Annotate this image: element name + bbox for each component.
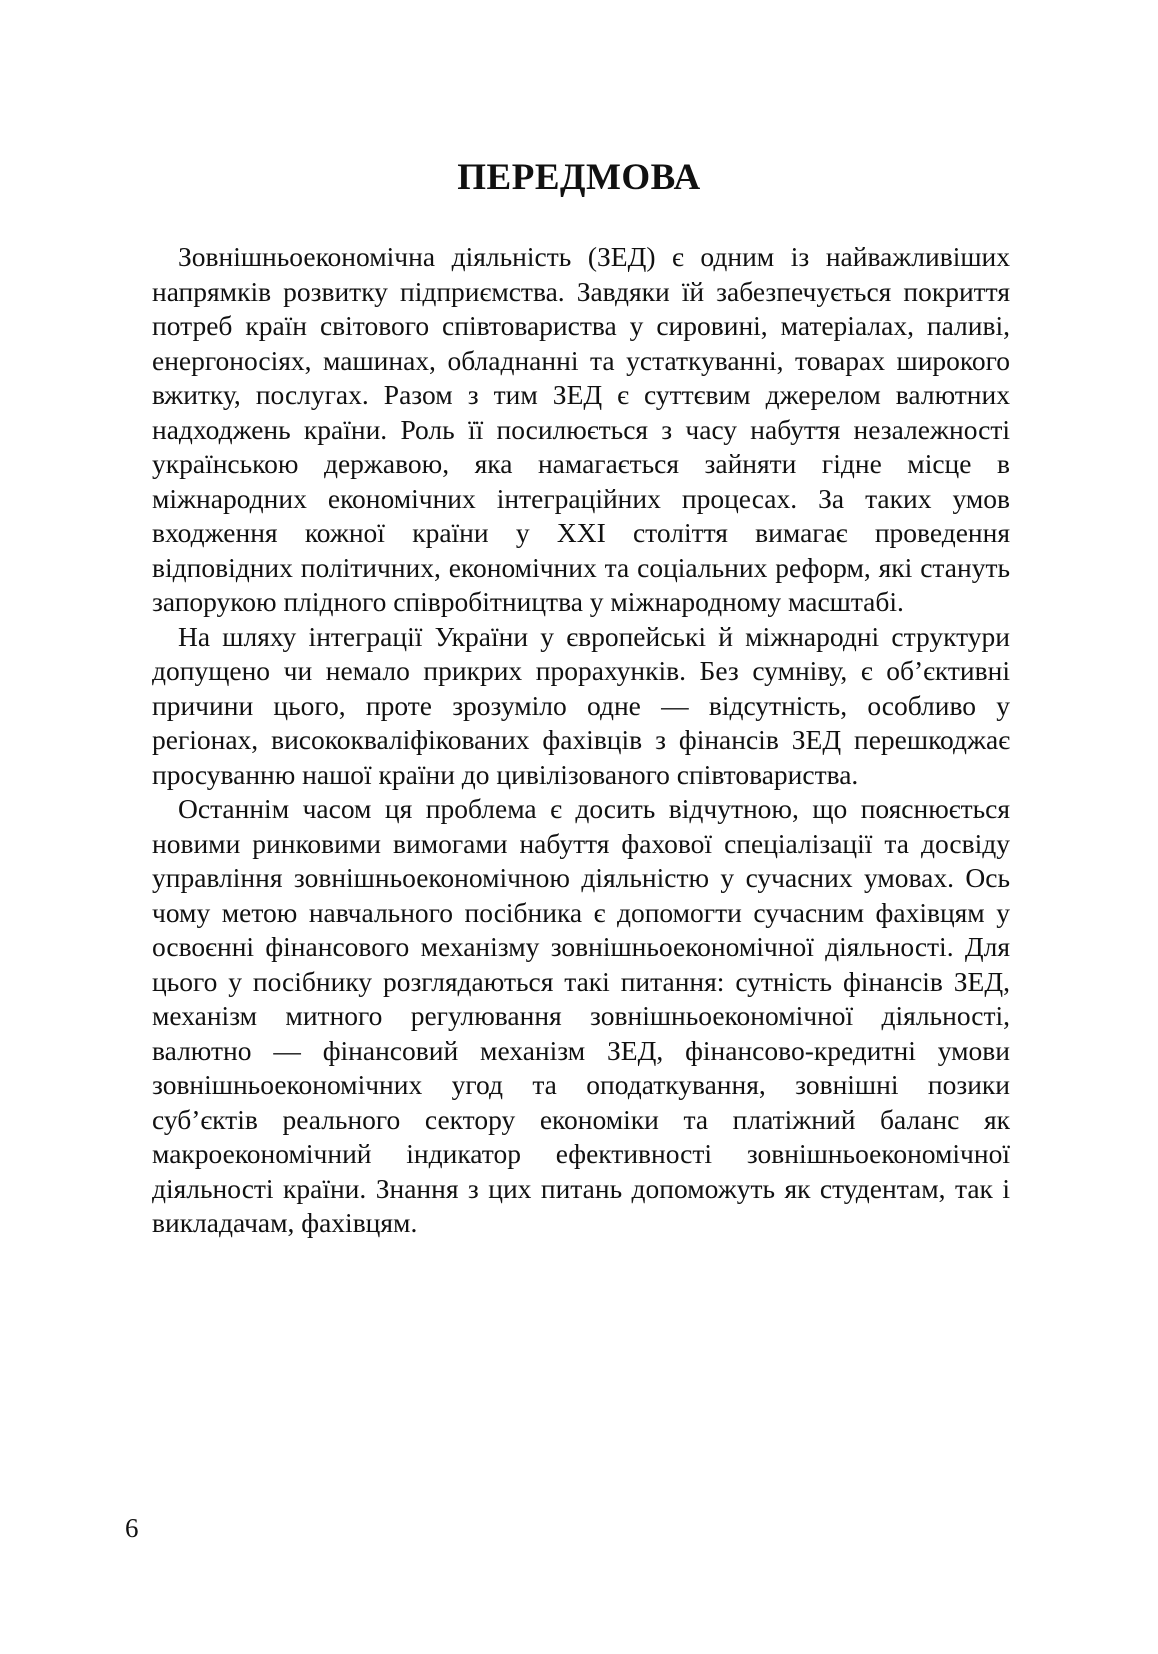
paragraph-2: На шляху інтеграції України у європейські й міжнародні структури допущено чи немало прикрих прорахунків. Без сумніву, є об’єктивні причини цього, проте зрозуміло одне — відсутність, особливо у регіонах, висококваліфікованих фахівців з фінансів ЗЕД перешкоджає просуванню нашої країни до цивілізованого співтовариства. [152, 620, 1010, 790]
page-number: 6 [125, 1513, 139, 1543]
page-title: ПЕРЕДМОВА [457, 157, 701, 198]
paragraph-3: Останнім часом ця проблема є досить відчутною, що пояснюється новими ринковими вимогами набуття фахової спеціалізації та досвіду управління зовнішньоекономічною діяльністю у сучасних умовах. Ось чому метою навчального посібника є допомогти сучасним фахівцям у освоєнні фінансового механізму зовнішньоекономічної діяльності. Для цього у посібнику розглядаються такі питання: сутність фінансів ЗЕД, механізм митного регулювання зовнішньоекономічної діяльності, валютно — фінансовий механізм ЗЕД, фінансово-кредитні умови зовнішньоекономічних угод та оподаткування, зовнішні позики суб’єктів реального сектору економіки та платіжний баланс як макроекономічний індикатор ефективності зовнішньоекономічної діяльності країни. Знання з цих питань допоможуть як студентам, так і викладачам, фахівцям. [152, 793, 1010, 1238]
body-text [152, 240, 1010, 1241]
paragraph-1: Зовнішньоекономічна діяльність (ЗЕД) є одним із найважливіших напрямків розвитку підприємства. Завдяки їй забезпечується покриття потреб країн світового співтовариства у сировині, матеріалах, паливі, енергоносіях, машинах, обладнанні та устаткуванні, товарах широкого вжитку, послугах. Разом з тим ЗЕД є суттєвим джерелом валютних надходжень країни. Роль її посилюється з часу набуття незалежності українською державою, яка намагається зайняти гідне місце в міжнародних економічних інтеграційних процесах. За таких умов входження кожної країни у XXI століття вимагає проведення відповідних політичних, економічних та соціальних реформ, які стануть запорукою плідного співробітництва у міжнародному масштабі. [152, 241, 1010, 617]
